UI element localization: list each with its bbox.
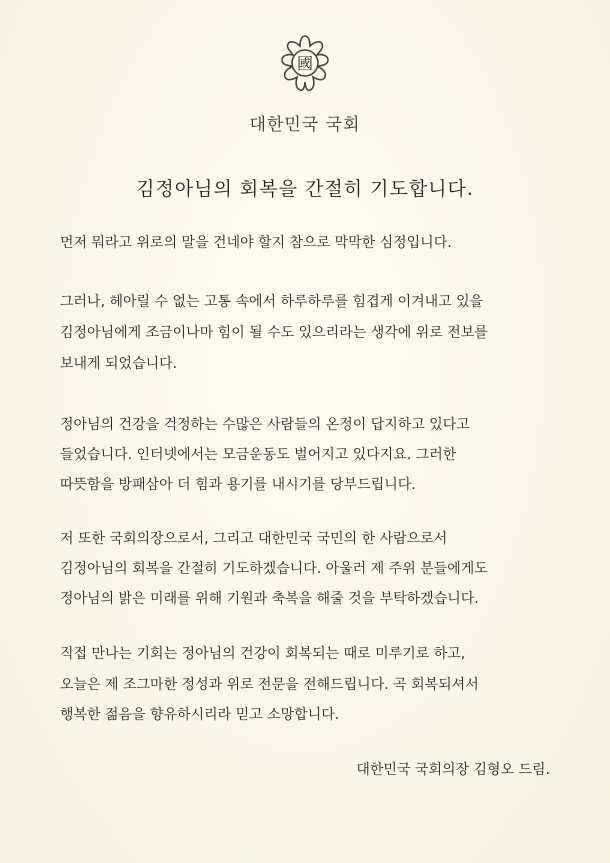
paragraph-5-line-1: 직접 만나는 기회는 정아님의 건강이 회복되는 때로 미루기로 하고, [60, 646, 466, 662]
paragraph-5-line-3: 행복한 젊음을 향유하시리라 믿고 소망합니다. [60, 707, 340, 723]
national-assembly-emblem-icon [270, 30, 340, 100]
emblem-character: 國 [296, 54, 314, 73]
signature: 대한민국 국회의장 김형오 드림. [356, 762, 550, 778]
organization-name: 대한민국 국회 [249, 115, 361, 135]
paragraph-2-line-1: 그러나, 헤아릴 수 없는 고통 속에서 하루하루를 힘겹게 이겨내고 있을 [60, 294, 484, 310]
paragraph-3-line-1: 정아님의 건강을 걱정하는 수많은 사람들의 온정이 답지하고 있다고 [60, 417, 470, 433]
letter-title: 김정아님의 회복을 간절히 기도합니다. [136, 178, 474, 200]
paragraph-3-line-2: 들었습니다. 인터넷에서는 모금운동도 벌어지고 있다지요. 그러한 [60, 447, 457, 463]
paragraph-3-line-3: 따뜻함을 방패삼아 더 힘과 용기를 내시기를 당부드립니다. [60, 477, 416, 493]
paragraph-4-line-3: 정아님의 밝은 미래를 위해 기원과 축복을 해줄 것을 부탁하겠습니다. [60, 591, 479, 607]
paragraph-4-line-2: 김정아님의 회복을 간절히 기도하겠습니다. 아울러 제 주위 분들에게도 [60, 561, 488, 577]
paragraph-5-line-2: 오늘은 제 조그마한 정성과 위로 전문을 전해드립니다. 곡 회복되셔서 [60, 677, 479, 693]
paragraph-2-line-2: 김정아님에게 조금이나마 힘이 될 수도 있으리라는 생각에 위로 전보를 [60, 325, 488, 341]
paragraph-2-line-3: 보내게 되었습니다. [60, 356, 178, 372]
paragraph-1-line-1: 먼저 뭐라고 위로의 말을 건네야 할지 참으로 막막한 심정입니다. [60, 235, 452, 251]
paragraph-4-line-1: 저 또한 국회의장으로서, 그리고 대한민국 국민의 한 사람으로서 [60, 531, 448, 547]
